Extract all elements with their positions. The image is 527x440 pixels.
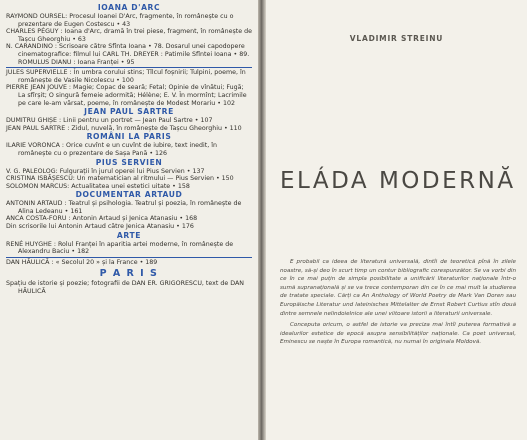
body-paragraph: Conceputa oricum, o astfel de istorie va preciza mai întîi puterea formativă a idealurilor estetice de epocă asupra sensibilităților naționale. Ca poet universal, Eminescu se naște în Europa romantică, nu numai în originala Moldovă. xyxy=(280,322,516,346)
toc-entry: RAYMOND OURSEL: Procesul Ioanei D'Arc, fragmente, în românește cu o prezentare de Eugen Costescu • 43 xyxy=(6,13,234,28)
right-page xyxy=(266,0,527,440)
toc-divider xyxy=(6,257,252,258)
toc-section-heading: ROMÂNI LA PARIS xyxy=(86,132,172,142)
toc-divider xyxy=(6,67,252,68)
toc-entry: Spațiu de istorie și poezie; fotografii de DAN ER. GRIGORESCU, text de DAN HĂULICĂ xyxy=(6,280,244,296)
toc-entry: DAN HĂULICĂ : « Secolul 20 » și la France • 189 xyxy=(6,258,158,266)
toc-entry: CHARLES PÉGUY : Ioana d'Arc, dramă în trei piese, fragment, în românește de Tașcu Gheorghiu • 63 xyxy=(6,28,252,43)
article-title: ELÁDA MODERNĂ xyxy=(280,168,516,194)
table-of-contents xyxy=(0,0,258,296)
book-gutter xyxy=(258,0,266,440)
toc-section-heading: ARTE xyxy=(116,230,142,240)
article-body xyxy=(280,258,516,350)
toc-section-heading: PIUS SERVIEN xyxy=(95,157,163,167)
toc-entry: SOLOMON MARCUS: Actualitatea unei estetici uitate • 158 xyxy=(6,182,190,190)
toc-section-heading: P A R I S xyxy=(99,268,159,280)
toc-entry: DUMITRU GHIȘE : Linii pentru un portret — Jean Paul Sartre • 107 xyxy=(6,117,213,125)
toc-entry: ANCA COSTA-FORU : Antonin Artaud și Jenica Atanasiu • 168 xyxy=(6,215,198,223)
toc-entry: ILARIE VORONCA : Orice cuvînt e un cuvînt de iubire, text inedit, în românește cu o prezentare de Sașa Pană • 126 xyxy=(6,142,218,157)
toc-entry: RENÉ HUYGHE : Rolul Franței în aparitia artei moderne, în românește de Alexandru Baciu • 182 xyxy=(6,240,234,256)
toc-section-heading: DOCUMENTAR ARTAUD xyxy=(75,190,183,200)
toc-entry: N. CARANDINO : Scrisoare către Sfînta Ioana • 78. Dosarul unei capodopere cinematografice: filmul lui CARL TH. DREYER : Patimile Sfîntei Ioana • 89. ROMULUS DIANU : Ioana Franței • 95 xyxy=(6,43,250,66)
toc-entry: Din scrisorile lui Antonin Artaud către Jenica Atanasiu • 176 xyxy=(6,223,194,231)
left-page xyxy=(0,0,258,440)
toc-entry: V. G. PALEOLOG: Fulgurații în jurul operei lui Pius Servien • 137 xyxy=(6,167,205,175)
article-author: VLADIMIR STREINU xyxy=(349,34,444,43)
body-paragraph: E probabil ca ideea de literatură universală, dintîi de teoretică pînă în zilele noastre, să-și deo în scurt timp un contur bibliografic corespunzător. Se va vorbi din ce în ce mai puțin de simpla posibilitate a unificării literaturilor naționale într-o sumă supranațională și se va trece contemporan din ce în ce mai mult la studierea de tratate speciale. Cărți ca An Anthology of World Poetry de Mark Van Doren sau Europäische Literatur und lateinisches Mittelalter de Ernst Robert Curtius stîn două dintre semnele nelindoielnice ale unei viitoare istorii a literaturii universale. xyxy=(280,259,516,317)
toc-entry: JULES SUPERVIELLE : În umbra corului stins; Tîlcul foșnirii; Tulpini, poeme, în românește de Vasile Nicolescu • 100 xyxy=(6,69,246,84)
toc-entry: PIERRE JEAN JOUVE : Magie; Copac de seară; Fetal; Opinie de vînătui; Fugă; La sfîrșit; O singură femeie adormită; Hélène; E. V. În mormînt; Lacrimile pe care le-am vărsat, poeme, în românește de Modest Morariu • 102 xyxy=(6,84,247,107)
toc-section-heading: JEAN PAUL SARTRE xyxy=(84,107,174,117)
toc-section-heading: IOANA D'ARC xyxy=(97,3,161,12)
toc-entry: CRISTINA ISBĂȘESCU: Un matematician al ritmului — Pius Servien • 150 xyxy=(6,175,234,183)
toc-entry: ANTONIN ARTAUD : Teatrul și psihologia. Teatrul și poezia, în românește de Alina Ledeanu • 161 xyxy=(6,200,242,215)
toc-entry: JEAN PAUL SARTRE : Zidul, nuvelă, în românește de Tașcu Gheorghiu • 110 xyxy=(6,124,242,132)
